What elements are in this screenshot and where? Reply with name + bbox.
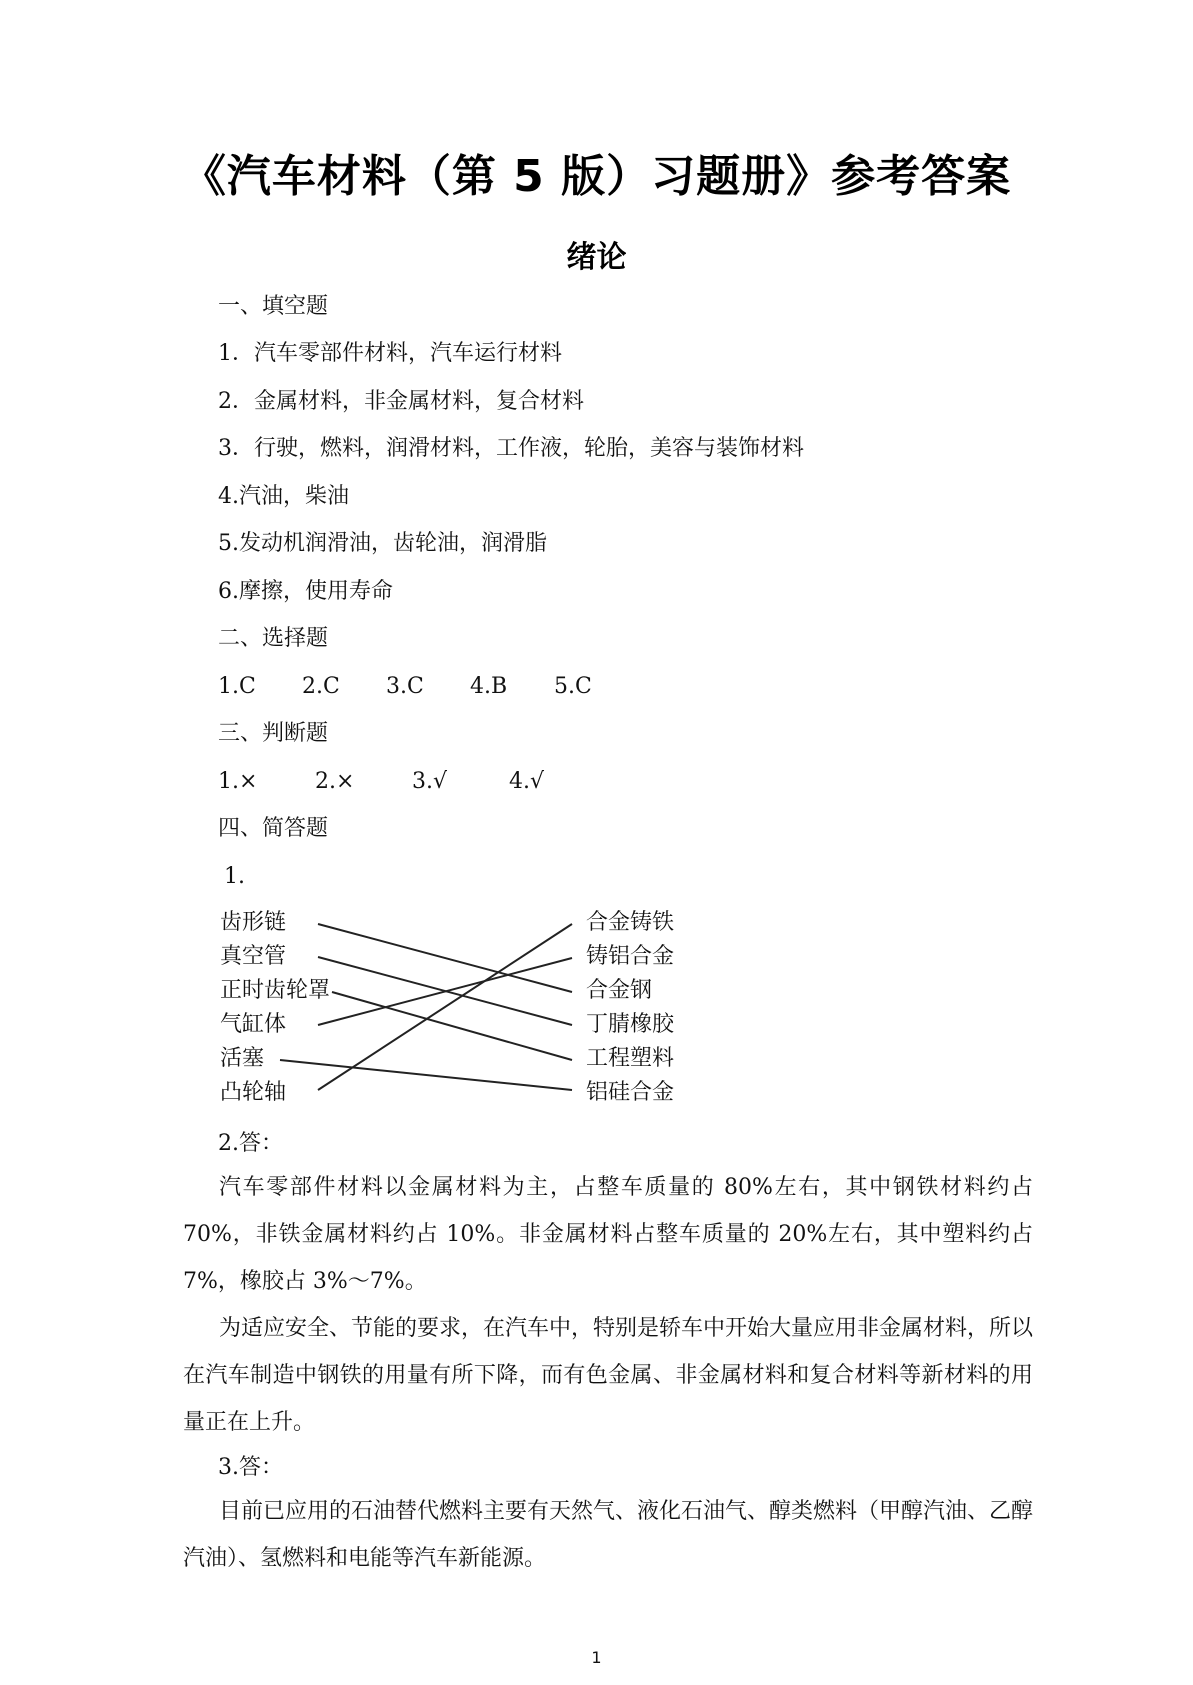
fill-blank-answer-5: 5.发动机润滑油，齿轮油，润滑脂	[218, 531, 547, 556]
match-line	[318, 924, 572, 992]
true-false-answer: 2.×	[315, 769, 355, 794]
match-left-item: 气缸体	[220, 1012, 287, 1037]
match-right-item: 工程塑料	[586, 1046, 675, 1071]
match-left-item: 齿形链	[220, 910, 287, 935]
true-false-answer: 1.×	[218, 769, 258, 794]
question-3-label: 3.答：	[218, 1455, 283, 1480]
true-false-answers	[218, 767, 544, 797]
match-line	[318, 924, 572, 1090]
fill-blank-answer-2: 2．金属材料，非金属材料，复合材料	[218, 389, 584, 414]
match-right-item: 合金铸铁	[586, 910, 675, 935]
choice-answer: 4.B	[470, 674, 508, 699]
match-right-item: 铸铝合金	[586, 944, 675, 969]
choice-answer: 2.C	[302, 674, 340, 699]
question-1-label: 1.	[224, 864, 245, 889]
match-right-item: 丁腈橡胶	[586, 1012, 675, 1037]
choice-answer: 3.C	[386, 674, 424, 699]
fill-blank-answer-1: 1．汽车零部件材料，汽车运行材料	[218, 341, 562, 366]
match-right-item: 合金钢	[586, 978, 653, 1003]
question-2-label: 2.答：	[218, 1131, 283, 1156]
choice-answer: 5.C	[554, 674, 592, 699]
section-heading-true-false: 三、判断题	[218, 721, 329, 746]
document-title: 《汽车材料（第 5 版）习题册》参考答案	[181, 151, 1012, 202]
question-2-paragraph-1: 汽车零部件材料以金属材料为主，占整车质量的 80%左右，其中钢铁材料约占 70%，非铁金属材料约占 10%。非金属材料占整车质量的 20%左右，其中塑料约占 7%，橡胶占 3%～7%。	[183, 1175, 1033, 1294]
match-right-item: 铝硅合金	[586, 1080, 675, 1105]
true-false-answer: 3.√	[412, 769, 448, 794]
match-left-item: 凸轮轴	[220, 1080, 287, 1105]
section-heading-fill-blank: 一、填空题	[218, 294, 329, 319]
question-3-paragraph-1: 目前已应用的石油替代燃料主要有天然气、液化石油气、醇类燃料（甲醇汽油、乙醇汽油）、氢燃料和电能等汽车新能源。	[183, 1499, 1034, 1571]
choice-answer: 1.C	[218, 674, 256, 699]
fill-blank-answer-6: 6.摩擦，使用寿命	[218, 579, 393, 604]
choice-answers	[218, 672, 592, 702]
chapter-title: 绪论	[566, 240, 627, 275]
section-heading-choice: 二、选择题	[218, 626, 329, 651]
fill-blank-answer-4: 4.汽油，柴油	[218, 484, 349, 509]
section-heading-short-answer: 四、简答题	[218, 816, 329, 841]
match-left-item: 正时齿轮罩	[220, 978, 331, 1003]
question-2-paragraph-2: 为适应安全、节能的要求，在汽车中，特别是轿车中开始大量应用非金属材料，所以在汽车制造中钢铁的用量有所下降，而有色金属、非金属材料和复合材料等新材料的用量正在上升。	[183, 1316, 1034, 1435]
match-left-item: 真空管	[220, 944, 287, 969]
true-false-answer: 4.√	[509, 769, 545, 794]
fill-blank-answer-3: 3．行驶，燃料，润滑材料，工作液，轮胎，美容与装饰材料	[218, 436, 804, 461]
matching-diagram	[220, 900, 700, 1105]
page-number: 1	[591, 1648, 602, 1667]
match-left-item: 活塞	[220, 1046, 265, 1071]
